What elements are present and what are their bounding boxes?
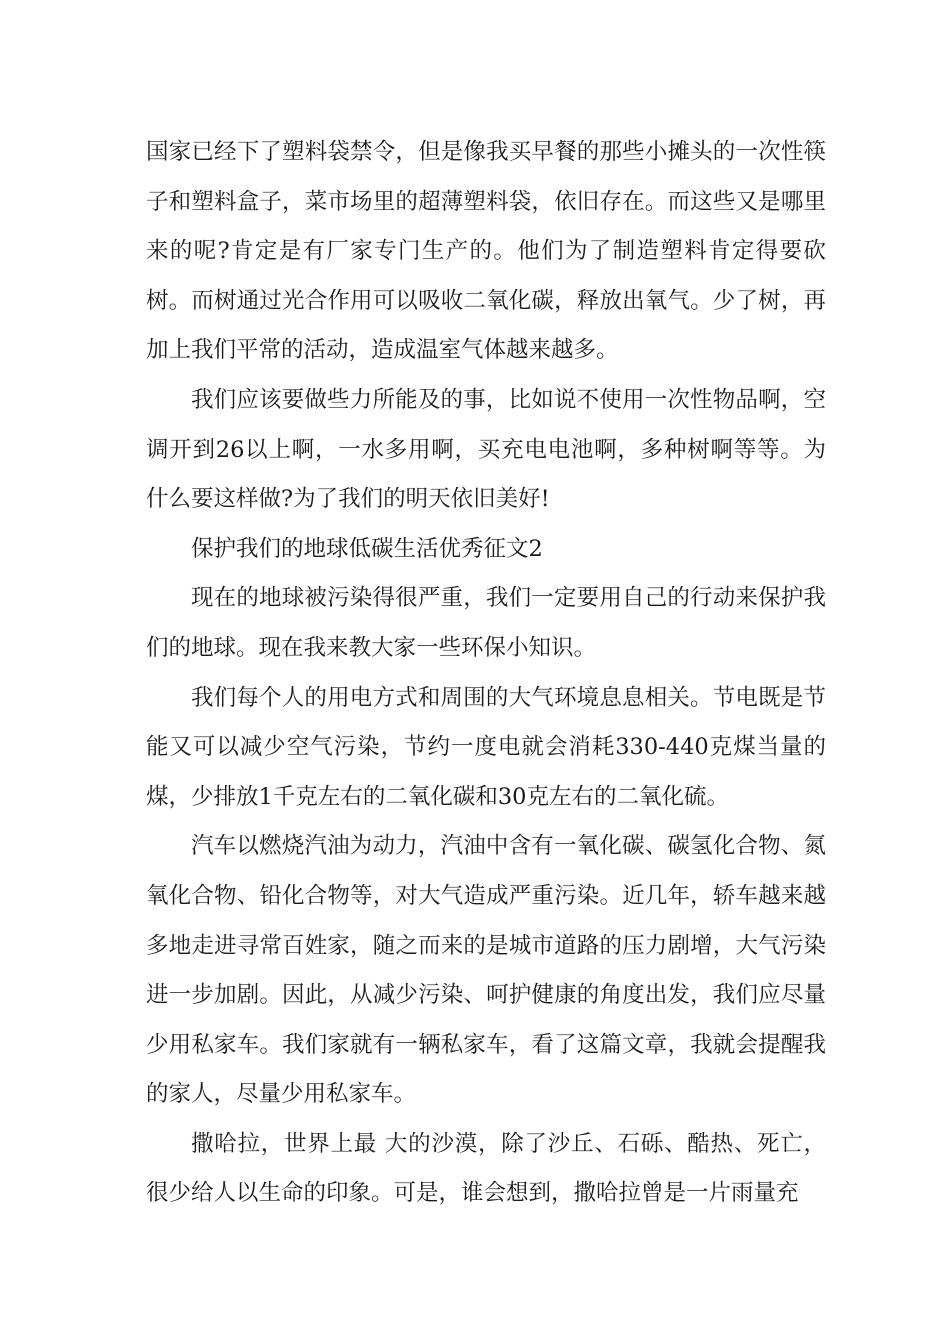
section-heading: 保护我们的地球低碳生活优秀征文2 [191, 535, 543, 562]
paragraph-3: 现在的地球被污染得很严重，我们一定要用自己的行动来保护我们的地球。现在我来教大家一些环保小知识。 [146, 585, 826, 661]
paragraph-2: 我们应该要做些力所能及的事，比如说不使用一次性物品啊，空调开到26以上啊，一水多用啊，买充电电池啊，多种树啊等等。为什么要这样做?为了我们的明天依旧美好! [146, 386, 826, 513]
document-body [146, 128, 826, 1219]
paragraph-6: 撒哈拉，世界上最 大的沙漠，除了沙丘、石砾、酷热、死亡，很少给人以生命的印象。可是，谁会想到，撒哈拉曾是一片雨量充 [146, 1130, 826, 1207]
paragraph-1: 国家已经下了塑料袋禁令，但是像我买早餐的那些小摊头的一次性筷子和塑料盒子，菜市场里的超薄塑料袋，依旧存在。而这些又是哪里来的呢?肯定是有厂家专门生产的。他们为了制造塑料肯定得要砍树。而树通过光合作用可以吸收二氧化碳，释放出氧气。少了树，再加上我们平常的活动，造成温室气体越来越多。 [146, 139, 826, 364]
paragraph-4: 我们每个人的用电方式和周围的大气环境息息相关。节电既是节能又可以减少空气污染，节约一度电就会消耗330-440克煤当量的煤，少排放1千克左右的二氧化碳和30克左右的二氧化硫。 [146, 684, 826, 810]
paragraph-5: 汽车以燃烧汽油为动力，汽油中含有一氧化碳、碳氢化合物、氮氧化合物、铅化合物等，对大气造成严重污染。近几年，轿车越来越多地走进寻常百姓家，随之而来的是城市道路的压力剧增，大气污染进一步加剧。因此，从减少污染、呵护健康的角度出发，我们应尽量少用私家车。我们家就有一辆私家车，看了这篇文章，我就会提醒我的家人，尽量少用私家车。 [146, 833, 826, 1108]
